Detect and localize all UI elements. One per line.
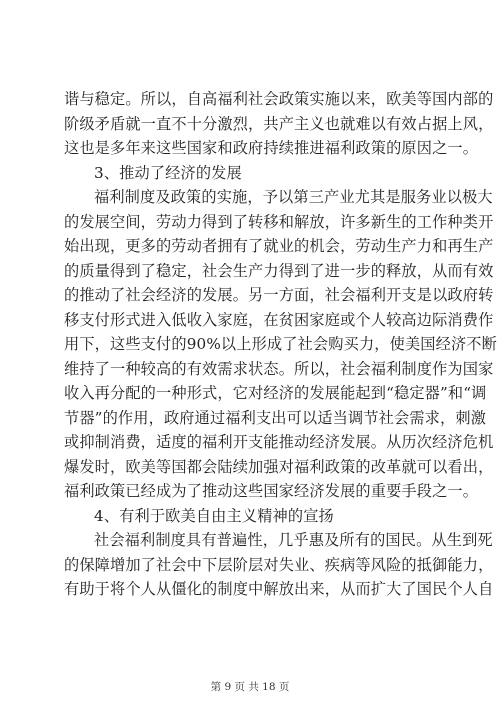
text-line-3: 这也是多年来这些国家和政府持续推进福利政策的原因之一。: [64, 139, 479, 157]
text-line-16: 爆发时，欧美等国都会陆续加强对福利政策的改革就可以看出，: [64, 457, 494, 476]
text-line-20: 的保障增加了社会中下层阶层对失业、疾病等风险的抵御能力，: [64, 555, 494, 574]
text-line-8: 的质量得到了稳定，社会生产力得到了进一步的释放，从而有效: [64, 261, 494, 280]
text-line-19: 社会福利制度具有普遍性，几乎惠及所有的国民。从生到死: [94, 531, 493, 549]
text-line-9: 的推动了社会经济的发展。另一方面，社会福利开支是以政府转: [64, 286, 494, 304]
text-line-6: 的发展空间，劳动力得到了转移和解放，许多新生的工作种类开: [64, 212, 494, 231]
document-body: [64, 87, 497, 602]
text-line-13: 收入再分配的一种形式，它对经济的发展能起到“稳定器”和“调: [64, 384, 487, 402]
text-line-1: 谐与稳定。所以，自高福利社会政策实施以来，欧美等国内部的: [64, 90, 494, 108]
text-line-17: 福利政策已经成为了推动这些国家经济发展的重要手段之一。: [64, 482, 479, 500]
text-line-5: 福利制度及政策的实施，予以第三产业尤其是服务业以极大: [94, 188, 493, 206]
page-footer: [0, 679, 500, 694]
text-line-11: 用下，这些支付的90%以上形成了社会购买力，使美国经济不断: [64, 335, 497, 353]
section-heading-3: 3、推动了经济的发展: [94, 163, 242, 182]
text-line-12: 维持了一种较高的有效需求状态。所以，社会福利制度作为国家: [64, 359, 494, 378]
text-line-15: 或抑制消费，适度的福利开支能推动经济发展。从历次经济危机: [64, 433, 494, 451]
text-line-21: 有助于将个人从僵化的制度中解放出来，从而扩大了国民个人自: [64, 580, 494, 598]
page-number-label: 第 9 页 共 18 页: [210, 681, 290, 693]
text-line-7: 始出现，更多的劳动者拥有了就业的机会，劳动生产力和再生产: [64, 237, 494, 255]
text-line-2: 阶级矛盾就一直不十分激烈，共产主义也就难以有效占据上风，: [64, 114, 494, 133]
text-line-14: 节器”的作用，政府通过福利支出可以适当调节社会需求，刺激: [64, 408, 487, 427]
section-heading-4: 4、有利于欧美自由主义精神的宣扬: [94, 506, 334, 525]
text-line-10: 移支付形式进入低收入家庭，在贫困家庭或个人较高边际消费作: [64, 310, 494, 329]
